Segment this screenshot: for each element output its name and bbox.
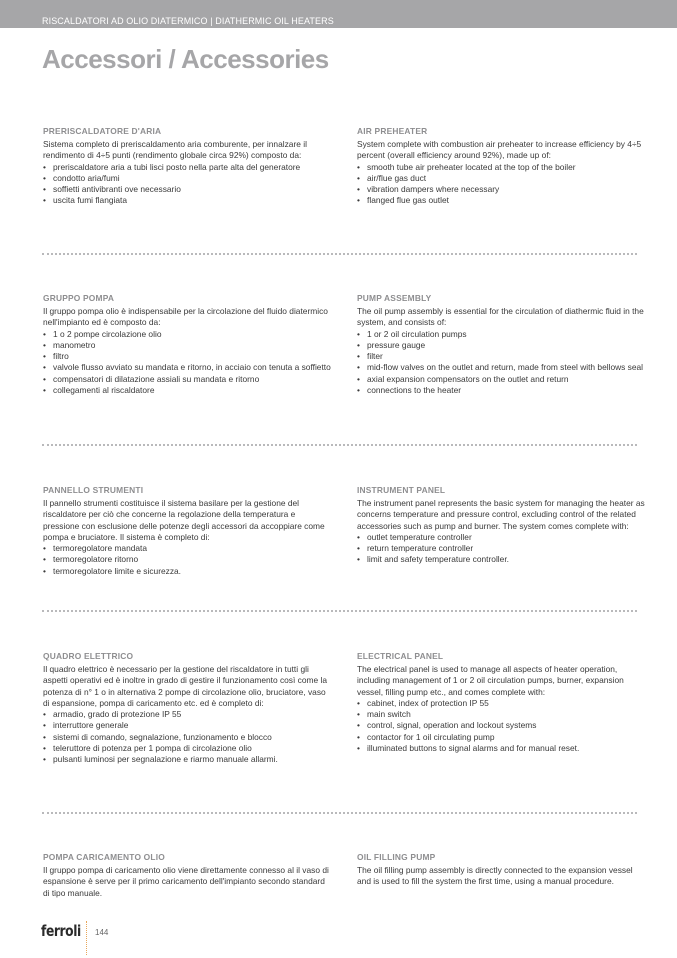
section-text: Il gruppo pompa di caricamento olio viene direttamente connesso al il vaso di espansione è serve per il primo caricamento dell'impianto secondo standard di tipo manuale. bbox=[43, 865, 329, 898]
section-heading: GRUPPO POMPA bbox=[43, 293, 115, 303]
bullet-icon: • bbox=[357, 172, 360, 183]
bullet-list bbox=[43, 329, 331, 397]
bullet-icon: • bbox=[43, 351, 46, 362]
bullet-icon: • bbox=[43, 373, 46, 384]
section-divider bbox=[42, 253, 637, 255]
header-band bbox=[0, 0, 677, 28]
section-text: Sistema completo di preriscaldamento aria comburente, per innalzare il rendimento di 4÷5 punti (rendimento globale circa 92%) composto da: bbox=[43, 139, 307, 161]
bullet-list bbox=[357, 532, 645, 566]
header-band-text: RISCALDATORI AD OLIO DIATERMICO | DIATHERMIC OIL HEATERS bbox=[42, 16, 334, 26]
column-english bbox=[357, 485, 645, 566]
bullet-list bbox=[357, 162, 645, 207]
ferroli-logo: ferroli bbox=[41, 922, 81, 940]
list-item: • connections to the heater bbox=[357, 385, 462, 396]
column-italian bbox=[43, 126, 331, 207]
bullet-icon: • bbox=[357, 195, 360, 206]
list-item: • interruttore generale bbox=[43, 720, 129, 731]
column-italian bbox=[43, 293, 331, 396]
bullet-list bbox=[43, 543, 331, 577]
bullet-icon: • bbox=[357, 543, 360, 554]
bullet-icon: • bbox=[43, 195, 46, 206]
list-item: • smooth tube air preheater located at the top of the boiler bbox=[357, 161, 576, 172]
page-number: 144 bbox=[95, 928, 109, 937]
section-heading: OIL FILLING PUMP bbox=[357, 852, 436, 862]
list-item: • return temperature controller bbox=[357, 543, 474, 554]
section-text: The oil pump assembly is essential for the circulation of diathermic fluid in the system, and consists of: bbox=[357, 306, 644, 328]
bullet-icon: • bbox=[43, 328, 46, 339]
list-item: • axial expansion compensators on the outlet and return bbox=[357, 373, 569, 384]
section-heading: PRERISCALDATORE D'ARIA bbox=[43, 126, 162, 136]
footer-divider bbox=[86, 921, 87, 955]
list-item: • contactor for 1 oil circulating pump bbox=[357, 731, 495, 742]
bullet-icon: • bbox=[357, 161, 360, 172]
list-item: • main switch bbox=[357, 709, 411, 720]
bullet-icon: • bbox=[357, 373, 360, 384]
column-italian bbox=[43, 852, 331, 899]
section-divider bbox=[42, 610, 637, 612]
bullet-icon: • bbox=[43, 362, 46, 373]
bullet-icon: • bbox=[43, 161, 46, 172]
bullet-icon: • bbox=[43, 709, 46, 720]
bullet-icon: • bbox=[43, 554, 46, 565]
list-item: • air/flue gas duct bbox=[357, 172, 427, 183]
section-heading: QUADRO ELETTRICO bbox=[43, 651, 134, 661]
list-item: • flanged flue gas outlet bbox=[357, 195, 449, 206]
list-item: • uscita fumi flangiata bbox=[43, 195, 128, 206]
list-item: • filtro bbox=[43, 351, 69, 362]
column-italian bbox=[43, 485, 331, 577]
list-item: • outlet temperature controller bbox=[357, 531, 472, 542]
list-item: • condotto aria/fumi bbox=[43, 172, 120, 183]
list-item: • mid-flow valves on the outlet and return, made from steel with bellows seal bbox=[357, 362, 644, 373]
list-item: • limit and safety temperature controller. bbox=[357, 554, 509, 565]
list-item: • control, signal, operation and lockout systems bbox=[357, 720, 537, 731]
section-text: System complete with combustion air preheater to increase efficiency by 4÷5 percent (overall efficiency around 92%), made up of: bbox=[357, 139, 642, 161]
list-item: • valvole flusso avviato su mandata e ritorno, in acciaio con tenuta a soffietto bbox=[43, 362, 331, 373]
bullet-icon: • bbox=[357, 697, 360, 708]
bullet-icon: • bbox=[43, 184, 46, 195]
section-text: Il pannello strumenti costituisce il sistema basilare per la gestione del riscaldatore per ciò che concerne la regolazione della temperatura e pressione con esclusione delle potenze degli accessori da accoppiare come pompa e bruciatore. Il sistema è completo di: bbox=[43, 498, 325, 542]
bullet-icon: • bbox=[43, 385, 46, 396]
column-english bbox=[357, 651, 645, 754]
bullet-icon: • bbox=[43, 172, 46, 183]
list-item: • soffietti antivibranti ove necessario bbox=[43, 184, 181, 195]
list-item: • preriscaldatore aria a tubi lisci posto nella parte alta del generatore bbox=[43, 161, 301, 172]
section-heading: PUMP ASSEMBLY bbox=[357, 293, 432, 303]
bullet-icon: • bbox=[357, 385, 360, 396]
bullet-icon: • bbox=[43, 543, 46, 554]
list-item: • pulsanti luminosi per segnalazione e riarmo manuale allarmi. bbox=[43, 754, 278, 765]
bullet-icon: • bbox=[357, 339, 360, 350]
section-text: The oil filling pump assembly is directly connected to the expansion vessel and is used to fill the system the first time, using a manual procedure. bbox=[357, 865, 633, 887]
column-english bbox=[357, 126, 645, 207]
bullet-icon: • bbox=[43, 743, 46, 754]
bullet-icon: • bbox=[43, 754, 46, 765]
list-item: • vibration dampers where necessary bbox=[357, 184, 500, 195]
bullet-list bbox=[43, 162, 331, 207]
column-english bbox=[357, 293, 645, 396]
bullet-icon: • bbox=[357, 531, 360, 542]
list-item: • termoregolatore ritorno bbox=[43, 554, 139, 565]
section-text: The electrical panel is used to manage all aspects of heater operation, including management of 1 or 2 oil circulation pumps, burner, expansion vessel, filling pump etc., and comes complete with: bbox=[357, 664, 624, 697]
section-heading: POMPA CARICAMENTO OLIO bbox=[43, 852, 165, 862]
section-heading: INSTRUMENT PANEL bbox=[357, 485, 446, 495]
bullet-icon: • bbox=[43, 720, 46, 731]
page-title: Accessori / Accessories bbox=[42, 44, 329, 74]
list-item: • illuminated buttons to signal alarms and for manual reset. bbox=[357, 743, 580, 754]
list-item: • 1 o 2 pompe circolazione olio bbox=[43, 328, 162, 339]
list-item: • collegamenti al riscaldatore bbox=[43, 385, 155, 396]
section-divider bbox=[42, 444, 637, 446]
section-divider bbox=[42, 812, 637, 814]
section-heading: PANNELLO STRUMENTI bbox=[43, 485, 144, 495]
bullet-icon: • bbox=[43, 731, 46, 742]
column-italian bbox=[43, 651, 331, 766]
list-item: • 1 or 2 oil circulation pumps bbox=[357, 328, 467, 339]
bullet-list bbox=[357, 329, 645, 397]
section-text: Il quadro elettrico è necessario per la gestione del riscaldatore in tutti gli aspetti operativi ed è inoltre in grado di gestire il funzionamento così come la potenza di n° 1 o in alternativa 2 pompe di circolazione olio, bruciatore, vaso di espansione, pompa di caricamento etc. ed è completo di: bbox=[43, 664, 327, 708]
bullet-list bbox=[43, 709, 331, 765]
bullet-icon: • bbox=[357, 554, 360, 565]
list-item: • sistemi di comando, segnalazione, funzionamento e blocco bbox=[43, 731, 272, 742]
bullet-icon: • bbox=[357, 184, 360, 195]
section-text: Il gruppo pompa olio è indispensabile per la circolazione del fluido diatermico nell'impianto ed è composto da: bbox=[43, 306, 328, 328]
bullet-icon: • bbox=[357, 351, 360, 362]
list-item: • pressure gauge bbox=[357, 339, 426, 350]
list-item: • compensatori di dilatazione assiali su mandata e ritorno bbox=[43, 373, 260, 384]
section-text: The instrument panel represents the basic system for managing the heater as concerns temperature and pressure control, excluding control of the related accessories such as pump and burner. The system comes complete with: bbox=[357, 498, 645, 531]
bullet-icon: • bbox=[357, 362, 360, 373]
list-item: • termoregolatore mandata bbox=[43, 543, 148, 554]
section-heading: ELECTRICAL PANEL bbox=[357, 651, 444, 661]
list-item: • manometro bbox=[43, 339, 96, 350]
bullet-icon: • bbox=[43, 339, 46, 350]
list-item: • armadio, grado di protezione IP 55 bbox=[43, 709, 182, 720]
bullet-icon: • bbox=[357, 720, 360, 731]
bullet-list bbox=[357, 698, 645, 754]
bullet-icon: • bbox=[357, 743, 360, 754]
bullet-icon: • bbox=[43, 565, 46, 576]
section-heading: AIR PREHEATER bbox=[357, 126, 428, 136]
bullet-icon: • bbox=[357, 328, 360, 339]
list-item: • termoregolatore limite e sicurezza. bbox=[43, 565, 182, 576]
bullet-icon: • bbox=[357, 731, 360, 742]
list-item: • filter bbox=[357, 351, 383, 362]
list-item: • teleruttore di potenza per 1 pompa di circolazione olio bbox=[43, 743, 252, 754]
bullet-icon: • bbox=[357, 709, 360, 720]
list-item: • cabinet, index of protection IP 55 bbox=[357, 697, 489, 708]
column-english bbox=[357, 852, 645, 888]
